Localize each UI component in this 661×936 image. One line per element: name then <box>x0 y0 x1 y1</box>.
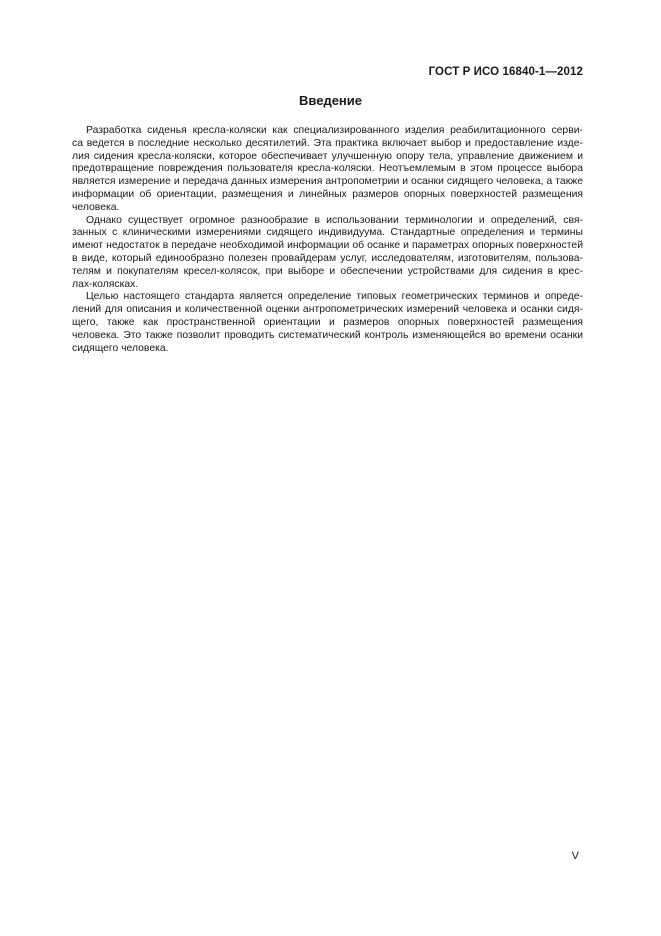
text-line: Целью настоящего стандарта является определение типовых геометрических терминов и опреде- <box>86 291 583 303</box>
introduction-text <box>72 125 583 355</box>
text-line: Разработка сиденья кресла-коляски как специализированного изделия реабилитационного серви- <box>86 125 583 136</box>
text-line: сидящего человека. <box>72 342 169 354</box>
text-line: щего, также как пространственной ориентации и размеров опорных поверхностей размещения <box>72 316 583 328</box>
document-code: ГОСТ Р ИСО 16840-1—2012 <box>428 66 583 78</box>
text-line: предотвращение повреждения пользователя кресла-коляски. Неотъемлемым в этом процессе выбора <box>72 163 583 175</box>
text-line: Однако существует огромное разнообразие в использовании терминологии и определений, свя- <box>86 214 583 226</box>
paragraph-2 <box>72 215 583 292</box>
text-line: телям и покупателям кресел-колясок, при выборе и обеспечении устройствами для сидения в крес- <box>72 265 583 277</box>
text-line: лия сидения кресла-коляски, которое обеспечивает улучшенную опору тела, управление движением и <box>72 150 583 162</box>
text-line: человека. Это также позволит проводить систематический контроль изменяющейся во времени осанки <box>72 329 583 341</box>
text-line: в виде, который единообразно полезен провайдерам услуг, исследователям, изготовителям, пользова- <box>72 252 583 264</box>
section-title: Введение <box>299 93 362 108</box>
text-line: является измерение и передача данных измерения антропометрии и осанки сидящего человека, а также <box>72 176 583 188</box>
text-line: имеют недостаток в передаче необходимой информации об осанке и параметрах опорных поверхностей <box>72 240 583 252</box>
text-line: лах-колясках. <box>72 278 139 290</box>
text-line: са ведется в последние несколько десятилетий. Эта практика включает выбор и предоставление изде- <box>72 137 583 149</box>
text-line: занных с клиническими измерениями сидящего индивидуума. Стандартные определения и термины <box>72 227 583 239</box>
text-line: информации об ориентации, размещения и линейных размеров опорных поверхностей размещения <box>72 188 583 200</box>
paragraph-1 <box>72 125 583 215</box>
paragraph-3 <box>72 291 583 355</box>
text-line: лений для описания и количественной оценки антропометрических измерений человека и осанки сидя- <box>72 304 583 316</box>
text-line: человека. <box>72 201 120 213</box>
page-number: V <box>571 850 579 862</box>
